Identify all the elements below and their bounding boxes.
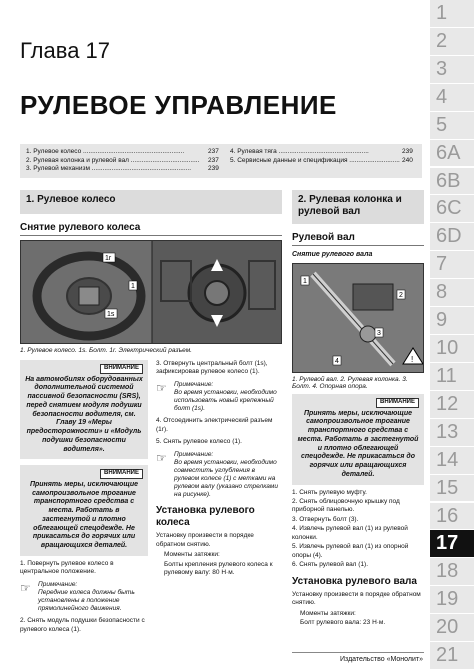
torque-text: Болты крепления рулевого колеса к рулевому валу: 80 Н·м. [164,560,273,577]
chapter-tab[interactable]: 6A [430,140,474,168]
photo-caption: 1. Рулевое колесо. 1s. Болт. 1r. Электрический разъем. [20,347,192,354]
label-1s: 1s [107,311,115,318]
note-text: Передние колеса должны быть установлены в положение прямолинейного движения. [38,588,135,612]
chapter-tab[interactable]: 16 [430,503,474,531]
chapter-tab[interactable]: 19 [430,586,474,614]
steering-wheel-illustration [21,241,282,344]
note-title: Примечание: [174,450,214,458]
chapter-tab[interactable]: 21 [430,642,474,670]
table-of-contents [20,144,422,178]
subcolumn-right [156,360,282,634]
section-heading: 2. Рулевая колонка и рулевой вал [292,190,424,224]
chapter-title: РУЛЕВОЕ УПРАВЛЕНИЕ [20,90,337,120]
chapter-number: Глава 17 [20,38,111,63]
chapter-tabs [430,0,474,670]
install-text: Установку произвести в порядке обратном снятию. [156,532,254,548]
torque-title: Моменты затяжки: [300,609,356,617]
install-heading: Установка рулевого вала [292,575,417,587]
photo-caption: 1. Рулевой вал. 2. Рулевая колонка. 3. Болт. 4. Опорная опора. [292,376,408,391]
chapter-tab[interactable]: 12 [430,391,474,419]
chapter-tab[interactable]: 6D [430,223,474,251]
steering-shaft-photo [292,263,424,373]
chapter-tab[interactable]: 2 [430,28,474,56]
toc-left-column [26,148,226,174]
install-heading: Установка рулевого колеса [156,505,255,528]
chapter-tab[interactable]: 7 [430,251,474,279]
step-text: 6. Снять рулевой вал (1). [292,561,369,569]
toc-right-column [230,148,420,165]
warning-box [20,465,148,556]
warning-text: Принять меры, исключающие самопроизвольное трогание транспортного средства с места. Работать в застегнутой и плотно облегающей спецодежде. Не прикасаться до горячих или вращающихся деталей. [29,480,139,549]
step-text: 1. Снять рулевую муфту. [292,488,367,496]
step-text: 5. Извлечь рулевой вал (1) из опорной опоры (4). [292,543,409,559]
warning-text: Принять меры, исключающие самопроизвольное трогание транспортного средства с места. Работать в застегнутой и плотно облегающей спецодежде. Не прикасаться до горячих или вращающихся деталей. [297,409,419,478]
publisher-footer: Издательство «Монолит» [340,656,424,663]
pointing-hand-icon: ☞ [20,580,31,595]
steering-wheel-section [20,190,282,634]
toc-item[interactable]: 1. Рулевое колесо ........................................................ 237 [26,148,219,155]
note-title: Примечание: [38,580,78,588]
chapter-tab[interactable]: 6B [430,168,474,196]
step-text: 4. Извлечь рулевой вал (1) из рулевой колонки. [292,525,408,541]
torque-title: Моменты затяжки: [164,551,220,559]
step-text: 3. Отвернуть болт (3). [292,515,359,523]
steering-wheel-photo [20,240,282,344]
chapter-tab[interactable]: 1 [430,0,474,28]
toc-item[interactable]: 3. Рулевой механизм ....................................................... 239 [26,165,219,172]
chapter-tab[interactable]: 15 [430,475,474,503]
chapter-tab[interactable]: 18 [430,558,474,586]
warning-badge: ВНИМАНИЕ [100,469,143,479]
step-text: 5. Снять рулевое колесо (1). [156,438,242,446]
chapter-tab[interactable]: 13 [430,419,474,447]
chapter-tab[interactable]: 5 [430,112,474,140]
steering-shaft-illustration [293,264,424,373]
subsection-heading: Рулевой вал [292,232,424,246]
toc-item[interactable]: 2. Рулевая колонка и рулевой вал ...................................... 237 [26,156,219,164]
steering-column-section [292,190,424,628]
footer-divider [292,652,424,653]
subsection-heading: Снятие рулевого колеса [20,222,282,236]
chapter-tab[interactable]: 9 [430,307,474,335]
pointing-hand-icon: ☞ [156,450,167,465]
warning-text: На автомобилях оборудованных дополнительной системой пассивной безопасности (SRS), перед снятием модуля подушки безопасности водителя, см. Главу 19 «Меры предосторожности» и «Модуль подушки безопасности водителя». [25,375,143,453]
note-text: Во время установки, необходимо использовать новый крепежный болт (1s). [174,389,277,413]
warning-triangle-icon: ! [411,355,414,365]
chapter-tab[interactable]: 10 [430,335,474,363]
torque-text: Болт рулевого вала: 23 Н·м. [300,619,386,627]
chapter-tab[interactable]: 8 [430,279,474,307]
label-3: 3 [377,330,381,338]
chapter-tab[interactable]: 6C [430,195,474,223]
note-text: Во время установки, необходимо совместить углубления в рулевом колесе (1) с метками на рулевом валу (указано стрелками на рисунке). [174,458,278,499]
warning-box [20,360,148,459]
note [156,381,282,414]
step-text: 3. Отвернуть центральный болт (1s), зафиксировав рулевое колесо (1). [156,360,268,376]
install-text: Установку произвести в порядке обратном снятию. [292,591,421,607]
two-subcolumns [20,360,282,634]
label-1: 1 [131,283,135,290]
chapter-tab[interactable]: 11 [430,363,474,391]
label-2: 2 [399,292,403,300]
pointing-hand-icon: ☞ [156,380,167,395]
chapter-tab[interactable]: 17 [430,530,474,558]
subcolumn-left [20,360,148,634]
label-1r: 1r [105,255,112,262]
warning-badge: ВНИМАНИЕ [376,398,419,408]
label-4: 4 [335,358,339,366]
toc-item[interactable]: 5. Сервисные данные и спецификация ............................ 240 [230,156,413,164]
warning-box [292,394,424,485]
step-text: 2. Снять модуль подушки безопасности с рулевого колеса (1). [20,617,145,633]
toc-item[interactable]: 4. Рулевая тяга .................................................. 239 [230,148,413,155]
step-text: 4. Отсоединить электрический разъем (1r). [156,417,273,433]
label-1: 1 [303,278,307,286]
chapter-tab[interactable]: 14 [430,447,474,475]
step-text: 1. Повернуть рулевое колесо в центральное положение. [20,559,114,576]
section-heading: 1. Рулевое колесо [20,190,282,214]
chapter-tab[interactable]: 3 [430,56,474,84]
sub-subheading: Снятие рулевого вала [292,251,373,258]
note-title: Примечание: [174,380,214,388]
warning-badge: ВНИМАНИЕ [100,364,143,374]
step-text: 2. Снять облицовочную крышку под приборной панелью. [292,498,400,514]
note [20,581,148,614]
note [156,451,282,500]
chapter-tab[interactable]: 20 [430,614,474,642]
chapter-tab[interactable]: 4 [430,84,474,112]
